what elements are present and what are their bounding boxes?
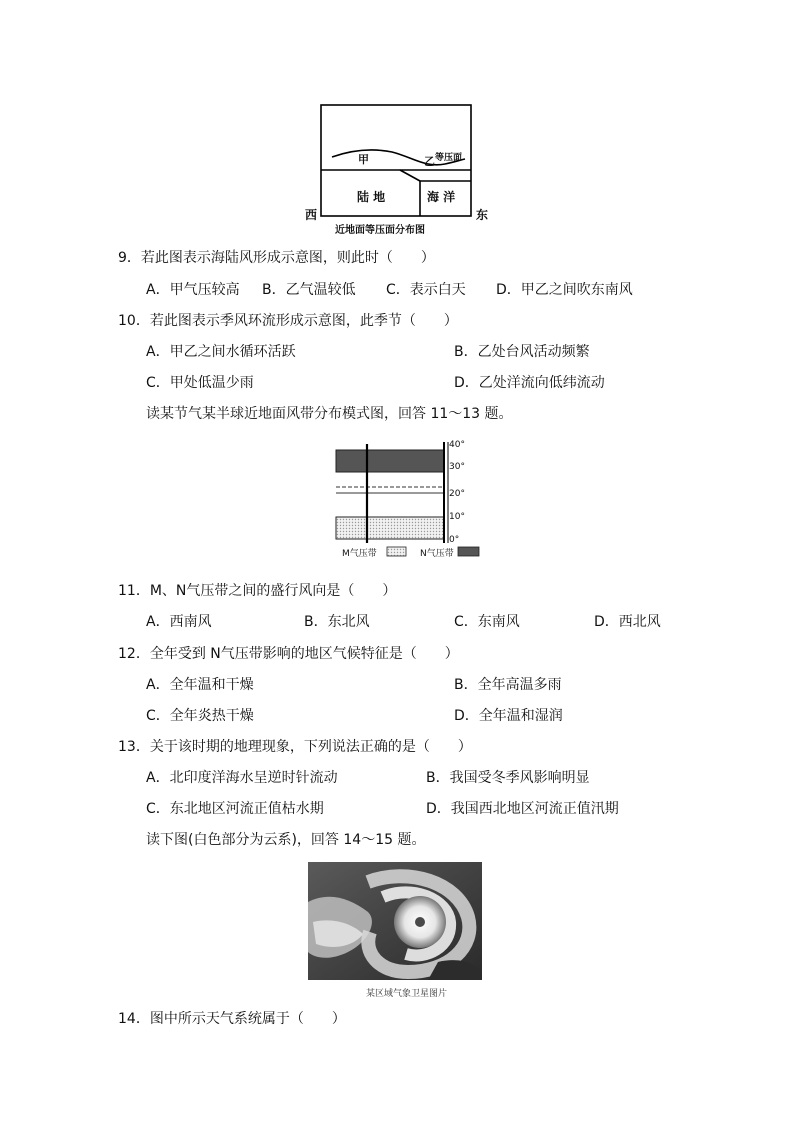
label-isobar: 等压面 (435, 153, 463, 163)
question-13-stem: 13．关于该时期的地理现象，下列说法正确的是（ ） (118, 739, 472, 755)
coastline (400, 170, 420, 181)
label-land: 陆 地 (357, 190, 386, 204)
question-9-option-c: C．表示白天 (386, 282, 466, 298)
question-13-option-b: B．我国受冬季风影响明显 (426, 770, 590, 786)
question-12-option-c: C．全年炎热干燥 (146, 708, 254, 724)
question-10-option-a: A．甲乙之间水循环活跃 (146, 344, 296, 360)
label-east: 东 (476, 208, 489, 222)
question-11-option-d: D．西北风 (594, 614, 661, 630)
legend-n-swatch (458, 547, 479, 556)
label-yi: 乙 (424, 155, 435, 168)
intro-11-13: 读某节气某半球近地面风带分布模式图，回答 11～13 题。 (146, 406, 513, 422)
isobar-diagram (300, 100, 500, 235)
label-sea: 海 洋 (427, 190, 456, 204)
typhoon-cloud-svg (308, 862, 482, 980)
question-10-option-d: D．乙处洋流向低纬流动 (454, 375, 605, 391)
diagram-caption: 近地面等压面分布图 (335, 225, 425, 236)
question-13-option-a: A．北印度洋海水呈逆时针流动 (146, 770, 338, 786)
lat-label-40: 40° (449, 440, 465, 450)
legend-m-label: M气压带 (342, 549, 377, 559)
question-11-option-c: C．东南风 (454, 614, 520, 630)
question-14-stem: 14．图中所示天气系统属于（ ） (118, 1011, 346, 1027)
satellite-image (308, 862, 482, 980)
question-13-option-d: D．我国西北地区河流正值汛期 (426, 801, 619, 817)
question-9-option-b: B．乙气温较低 (262, 282, 356, 298)
question-9-option-d: D．甲乙之间吹东南风 (496, 282, 633, 298)
question-10-option-b: B．乙处台风活动频繁 (454, 344, 590, 360)
question-9-stem: 9．若此图表示海陆风形成示意图，则此时（ ） (118, 250, 435, 266)
legend-m-swatch (387, 547, 406, 556)
question-12-stem: 12．全年受到 N气压带影响的地区气候特征是（ ） (118, 646, 459, 662)
lat-label-30: 30° (449, 462, 465, 472)
question-9-option-a: A．甲气压较高 (146, 282, 240, 298)
question-12-option-a: A．全年温和干燥 (146, 677, 254, 693)
lat-label-0: 0° (449, 535, 460, 545)
question-12-option-b: B．全年高温多雨 (454, 677, 562, 693)
isobar-diagram-svg (300, 100, 500, 235)
legend-n-label: N气压带 (420, 549, 454, 559)
question-10-stem: 10．若此图表示季风环流形成示意图，此季节（ ） (118, 313, 458, 329)
lat-label-20: 20° (449, 489, 465, 499)
question-11-option-a: A．西南风 (146, 614, 212, 630)
question-11-option-b: B．东北风 (304, 614, 370, 630)
question-13-option-c: C．东北地区河流正值枯水期 (146, 801, 324, 817)
satellite-caption: 某区域气象卫星图片 (366, 989, 448, 999)
label-west: 西 (305, 208, 318, 222)
pressure-belt-svg (330, 440, 490, 562)
n-pressure-belt (336, 450, 444, 472)
question-12-option-d: D．全年温和湿润 (454, 708, 563, 724)
pressure-belt-diagram (330, 440, 490, 562)
m-pressure-belt (336, 517, 444, 539)
lat-label-10: 10° (449, 512, 465, 522)
question-10-option-c: C．甲处低温少雨 (146, 375, 254, 391)
intro-14-15: 读下图(白色部分为云系)，回答 14～15 题。 (146, 832, 426, 848)
label-jia: 甲 (358, 153, 369, 166)
question-11-stem: 11．M、N气压带之间的盛行风向是（ ） (118, 583, 397, 599)
